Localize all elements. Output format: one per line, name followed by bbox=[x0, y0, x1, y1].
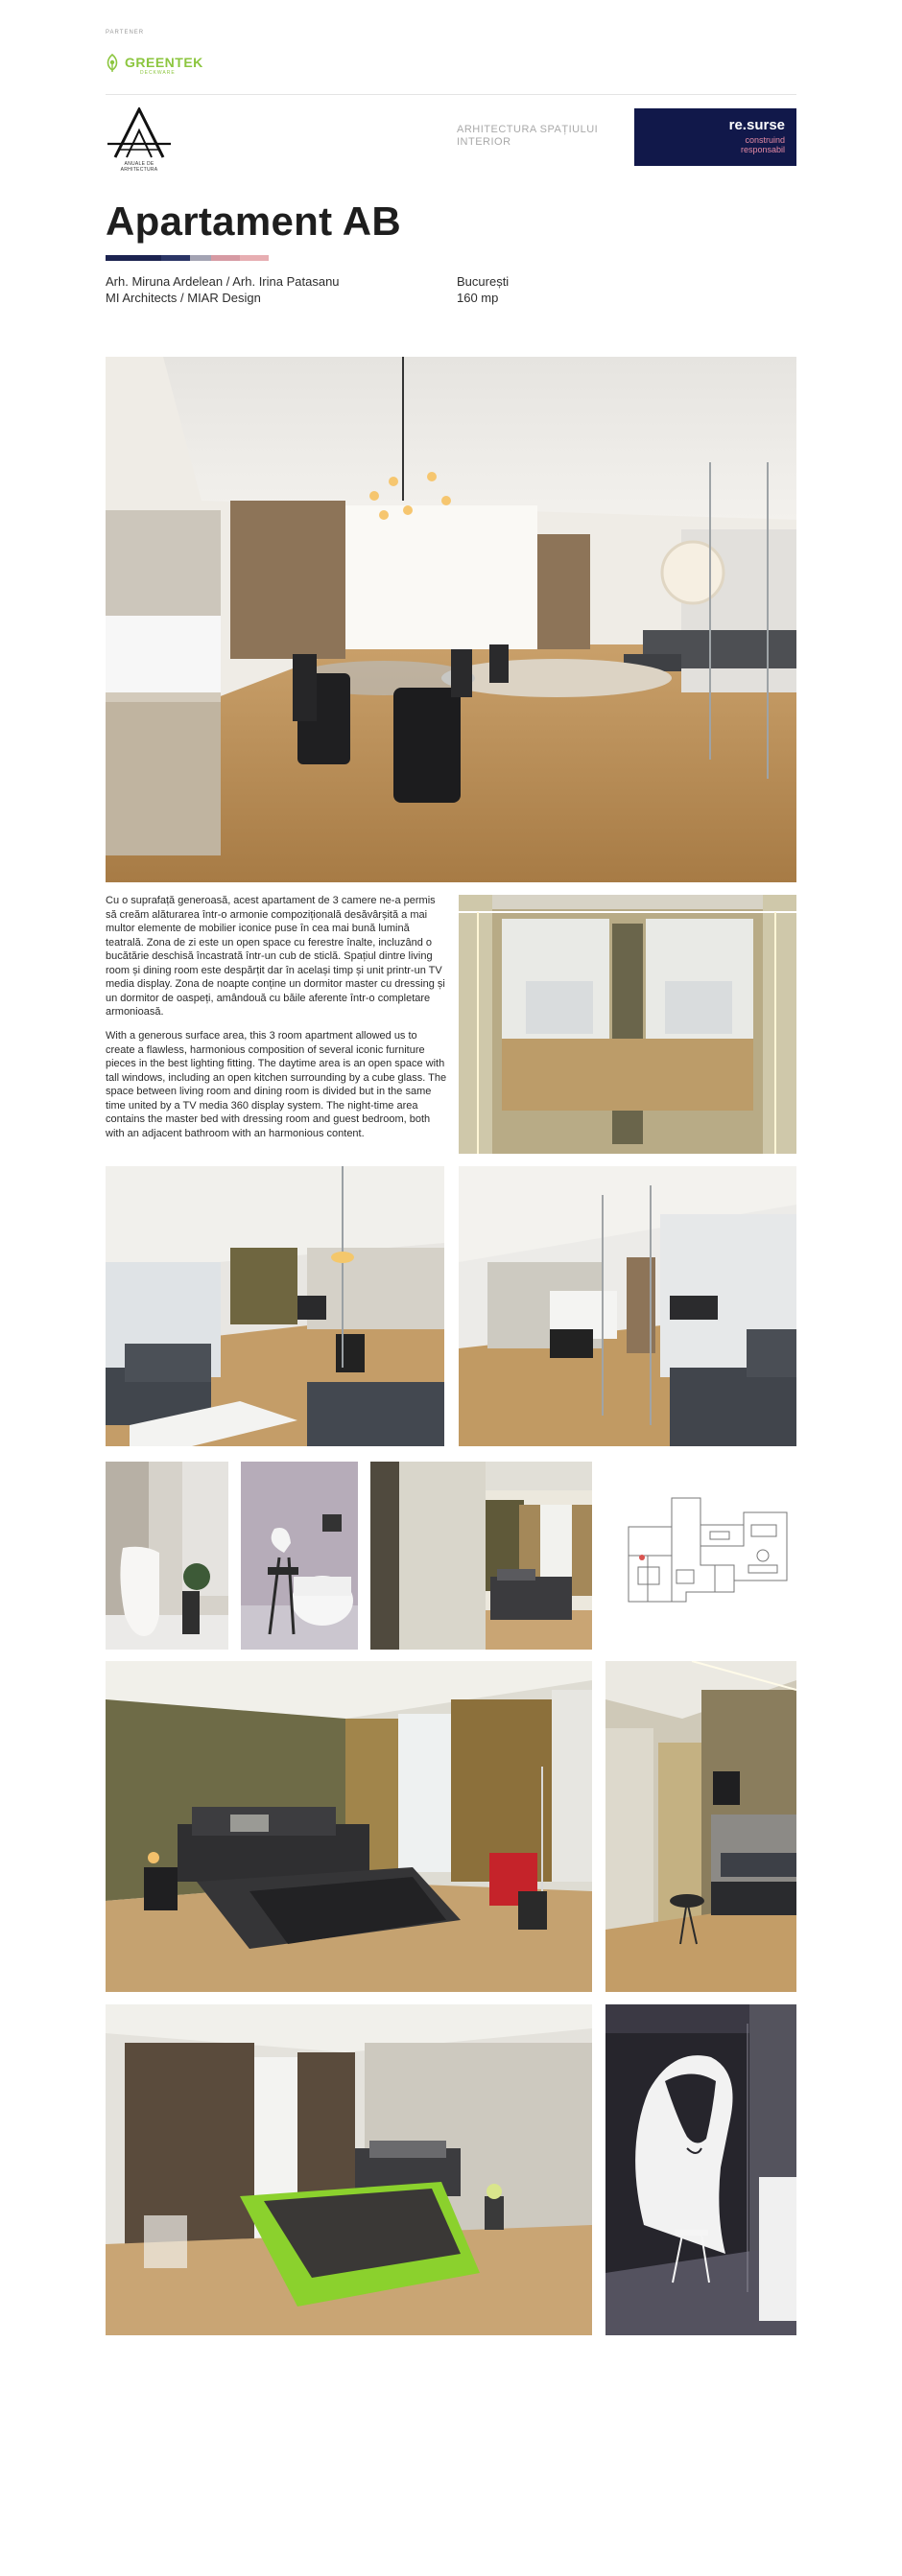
photo-icon bbox=[106, 1462, 228, 1650]
color-swatch bbox=[240, 255, 269, 261]
color-swatch bbox=[161, 255, 190, 261]
anuale-a-icon bbox=[106, 107, 173, 159]
floor-plan bbox=[619, 1488, 796, 1613]
photo-icon bbox=[106, 357, 796, 882]
photo-master-bedroom bbox=[106, 1661, 592, 1992]
resurse-name: re.surse bbox=[728, 117, 785, 133]
area: 160 mp bbox=[457, 291, 499, 305]
photo-mirrored-hallway bbox=[459, 895, 796, 1154]
photo-living-sofa bbox=[106, 1166, 444, 1446]
header-divider bbox=[106, 94, 796, 95]
partner-label: PARTENER bbox=[106, 30, 145, 35]
anuale-caption: ANUALE DE ARHITECTURA bbox=[120, 161, 158, 173]
color-swatch bbox=[190, 255, 211, 261]
photo-icon bbox=[106, 1661, 592, 1992]
firms: MI Architects / MIAR Design bbox=[106, 291, 261, 305]
photo-icon bbox=[459, 895, 796, 1154]
photo-icon bbox=[459, 1166, 796, 1446]
greentek-logo bbox=[106, 52, 230, 79]
city: București bbox=[457, 274, 510, 289]
description-en: With a generous surface area, this 3 room apartment allowed us to create a flawless, harmonious composition of several iconic furniture pieces in the best lighting fitting. The daytime area is an open space with tall windows, including an open kitchen surrounding by a cube glass. The space between living room and dining room is divided but in the same time united by a TV media 360 display system. The night-time area contains the master bed with dressing room and guest bedroom, both with an adjacent bathroom with an harmonious content. bbox=[106, 1030, 447, 1139]
photo-icon bbox=[605, 1661, 796, 1992]
color-swatch bbox=[106, 255, 161, 261]
photo-bathroom-sink bbox=[106, 1462, 228, 1650]
photo-living-glass bbox=[459, 1166, 796, 1446]
resurse-tagline-1: construind bbox=[745, 135, 785, 145]
section-title: ARHITECTURA SPAȚIULUI INTERIOR bbox=[457, 124, 599, 148]
accent-color-bar bbox=[106, 255, 269, 261]
architects: Arh. Miruna Ardelean / Arh. Irina Patasanu bbox=[106, 274, 340, 289]
photo-dining-living bbox=[106, 357, 796, 882]
leaf-icon bbox=[106, 54, 119, 73]
photo-icon bbox=[605, 2004, 796, 2335]
project-title: Apartament AB bbox=[106, 199, 402, 244]
photo-bathroom-toilet bbox=[241, 1462, 358, 1650]
floor-plan-icon bbox=[619, 1488, 796, 1613]
color-swatch bbox=[211, 255, 240, 261]
greentek-name: GREENTEK bbox=[125, 55, 203, 70]
description-ro: Cu o suprafață generoasă, acest apartament de 3 camere ne-a permis să creăm alăturarea într-o armonie compozițională desăvârșită a mai multor elemente de mobilier iconice puse în cea mai bună lumină teatrală. Zona de zi este un open space cu ferestre înalte, incluzând o bucătărie deschisă încastrată într-un cub de sticlă. Spațiul dintre living room și dining room este despărțit dar în același timp și unit printr-un TV media display. Zona de noapte conține un dormitor master cu dressing și un dormitor de oaspeți, amândouă cu băile aferente într-o completare armonioasă. bbox=[106, 895, 445, 1018]
photo-icon bbox=[370, 1462, 592, 1650]
photo-icon bbox=[106, 1166, 444, 1446]
resurse-tagline-2: responsabil bbox=[740, 145, 785, 154]
photo-shower-mural bbox=[605, 2004, 796, 2335]
photo-icon bbox=[241, 1462, 358, 1650]
resurse-logo bbox=[634, 108, 796, 166]
photo-dressing-corridor bbox=[605, 1661, 796, 1992]
anuale-arhitectura-logo bbox=[106, 107, 173, 171]
resurse-tagline bbox=[741, 135, 785, 154]
photo-bedroom-corridor bbox=[370, 1462, 592, 1650]
greentek-sub: DECKWARE bbox=[140, 70, 176, 76]
photo-icon bbox=[106, 2004, 592, 2335]
photo-guest-bedroom bbox=[106, 2004, 592, 2335]
